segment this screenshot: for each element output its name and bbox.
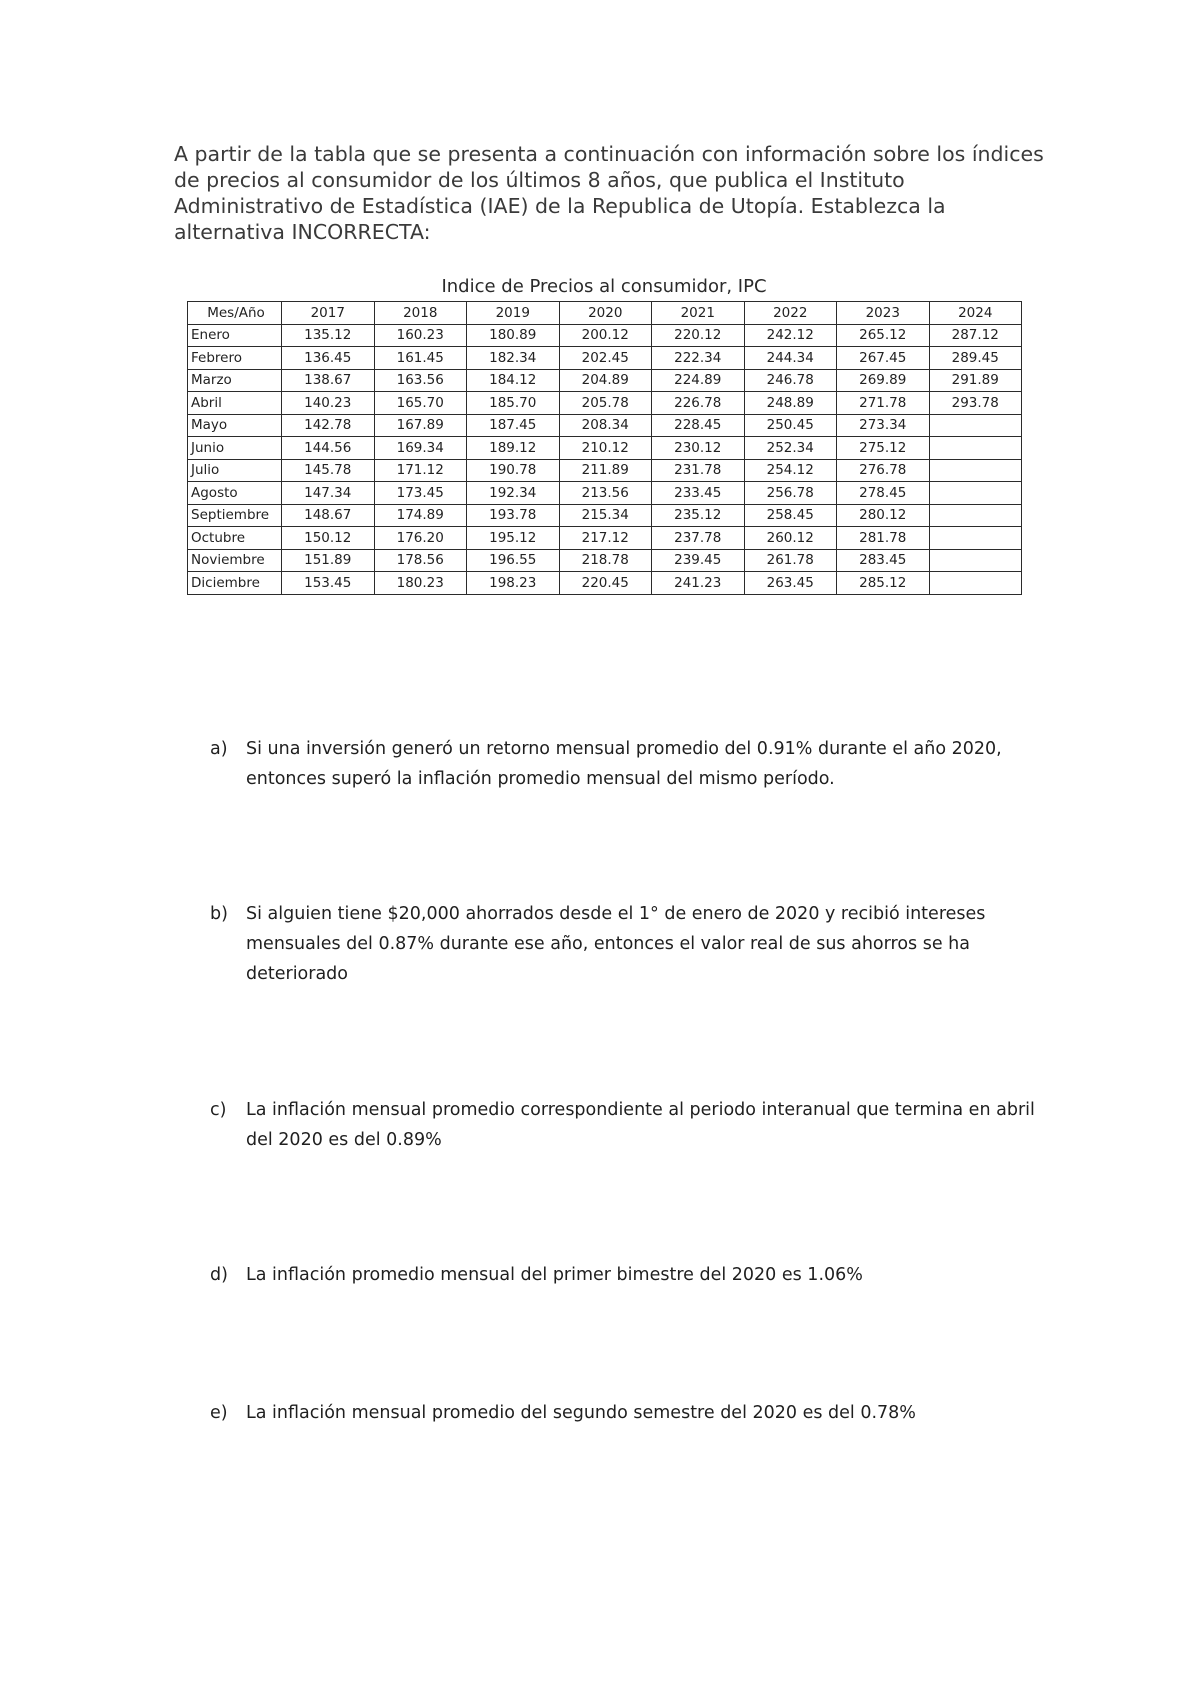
ipc-value-cell: 210.12 (559, 437, 652, 460)
header-cell-2019: 2019 (467, 302, 560, 325)
ipc-value-cell: 220.45 (559, 572, 652, 595)
option-c-text: La inflación mensual promedio correspondiente al periodo interanual que termina en abril del 2020 es del 0.89% (246, 1100, 1035, 1150)
option-c-letter: c) (210, 1100, 227, 1120)
table-row (188, 347, 1022, 370)
ipc-value-cell: 267.45 (837, 347, 930, 370)
ipc-value-cell: 263.45 (744, 572, 837, 595)
ipc-value-cell: 193.78 (467, 504, 560, 527)
ipc-value-cell: 145.78 (282, 459, 375, 482)
option-d-letter: d) (210, 1265, 228, 1285)
ipc-value-cell: 135.12 (282, 324, 375, 347)
month-cell: Octubre (188, 527, 282, 550)
ipc-value-cell: 178.56 (374, 549, 467, 572)
ipc-value-cell: 160.23 (374, 324, 467, 347)
ipc-value-cell: 250.45 (744, 414, 837, 437)
ipc-value-cell: 187.45 (467, 414, 560, 437)
table-header-row (188, 302, 1022, 325)
table-row (188, 437, 1022, 460)
ipc-value-cell: 144.56 (282, 437, 375, 460)
header-cell-2020: 2020 (559, 302, 652, 325)
ipc-value-cell: 153.45 (282, 572, 375, 595)
ipc-value-cell: 169.34 (374, 437, 467, 460)
ipc-value-cell: 184.12 (467, 369, 560, 392)
ipc-value-cell: 224.89 (652, 369, 745, 392)
option-c[interactable] (210, 1095, 1040, 1155)
ipc-value-cell: 202.45 (559, 347, 652, 370)
ipc-value-cell: 269.89 (837, 369, 930, 392)
ipc-value-cell: 260.12 (744, 527, 837, 550)
ipc-value-cell: 244.34 (744, 347, 837, 370)
ipc-value-cell: 285.12 (837, 572, 930, 595)
ipc-value-cell: 287.12 (929, 324, 1022, 347)
table-row (188, 527, 1022, 550)
option-e[interactable] (210, 1398, 1040, 1428)
month-cell: Junio (188, 437, 282, 460)
ipc-value-cell: 213.56 (559, 482, 652, 505)
ipc-value-cell: 185.70 (467, 392, 560, 415)
ipc-value-cell: 241.23 (652, 572, 745, 595)
month-cell: Julio (188, 459, 282, 482)
ipc-value-cell: 190.78 (467, 459, 560, 482)
ipc-value-cell: 254.12 (744, 459, 837, 482)
ipc-value-cell: 233.45 (652, 482, 745, 505)
ipc-value-cell: 208.34 (559, 414, 652, 437)
ipc-value-cell: 205.78 (559, 392, 652, 415)
ipc-value-cell: 217.12 (559, 527, 652, 550)
ipc-value-cell: 142.78 (282, 414, 375, 437)
option-d[interactable] (210, 1260, 1040, 1290)
table-title: Indice de Precios al consumidor, IPC (441, 276, 767, 297)
ipc-value-cell: 196.55 (467, 549, 560, 572)
ipc-value-cell: 215.34 (559, 504, 652, 527)
ipc-value-cell: 281.78 (837, 527, 930, 550)
option-a-letter: a) (210, 739, 228, 759)
ipc-value-cell: 200.12 (559, 324, 652, 347)
table-row (188, 459, 1022, 482)
ipc-value-cell: 180.89 (467, 324, 560, 347)
ipc-value-cell: 192.34 (467, 482, 560, 505)
table-row (188, 572, 1022, 595)
ipc-value-cell: 198.23 (467, 572, 560, 595)
header-cell-2017: 2017 (282, 302, 375, 325)
header-cell-2018: 2018 (374, 302, 467, 325)
ipc-value-cell: 280.12 (837, 504, 930, 527)
ipc-value-cell: 195.12 (467, 527, 560, 550)
ipc-value-cell: 165.70 (374, 392, 467, 415)
header-cell-month-year: Mes/Año (188, 302, 282, 325)
ipc-value-cell: 231.78 (652, 459, 745, 482)
table-row (188, 549, 1022, 572)
ipc-value-cell: 220.12 (652, 324, 745, 347)
ipc-value-cell: 173.45 (374, 482, 467, 505)
ipc-value-cell: 171.12 (374, 459, 467, 482)
table-body (188, 324, 1022, 594)
ipc-value-cell: 273.34 (837, 414, 930, 437)
ipc-value-cell: 218.78 (559, 549, 652, 572)
option-b-letter: b) (210, 904, 228, 924)
ipc-value-cell: 239.45 (652, 549, 745, 572)
ipc-value-cell: 148.67 (282, 504, 375, 527)
ipc-value-cell: 228.45 (652, 414, 745, 437)
ipc-value-cell: 235.12 (652, 504, 745, 527)
ipc-value-cell (929, 482, 1022, 505)
ipc-value-cell: 151.89 (282, 549, 375, 572)
month-cell: Enero (188, 324, 282, 347)
ipc-value-cell: 256.78 (744, 482, 837, 505)
ipc-value-cell: 138.67 (282, 369, 375, 392)
ipc-value-cell: 237.78 (652, 527, 745, 550)
ipc-value-cell: 204.89 (559, 369, 652, 392)
ipc-value-cell: 261.78 (744, 549, 837, 572)
ipc-value-cell: 161.45 (374, 347, 467, 370)
ipc-value-cell: 258.45 (744, 504, 837, 527)
option-b-text: Si alguien tiene $20,000 ahorrados desde el 1° de enero de 2020 y recibió intereses mensuales del 0.87% durante ese año, entonces el valor real de sus ahorros se ha deteriorado (246, 904, 986, 984)
option-e-text: La inflación mensual promedio del segundo semestre del 2020 es del 0.78% (246, 1403, 916, 1423)
table-row (188, 504, 1022, 527)
ipc-value-cell: 182.34 (467, 347, 560, 370)
table-row (188, 392, 1022, 415)
ipc-value-cell: 140.23 (282, 392, 375, 415)
ipc-value-cell (929, 504, 1022, 527)
ipc-value-cell: 163.56 (374, 369, 467, 392)
ipc-value-cell: 278.45 (837, 482, 930, 505)
ipc-value-cell: 275.12 (837, 437, 930, 460)
option-e-letter: e) (210, 1403, 228, 1423)
ipc-value-cell: 174.89 (374, 504, 467, 527)
ipc-value-cell (929, 414, 1022, 437)
ipc-value-cell: 147.34 (282, 482, 375, 505)
option-a[interactable] (210, 734, 1040, 794)
ipc-value-cell: 265.12 (837, 324, 930, 347)
header-cell-2022: 2022 (744, 302, 837, 325)
ipc-value-cell (929, 459, 1022, 482)
month-cell: Mayo (188, 414, 282, 437)
ipc-value-cell: 293.78 (929, 392, 1022, 415)
header-cell-2024: 2024 (929, 302, 1022, 325)
ipc-value-cell (929, 527, 1022, 550)
month-cell: Agosto (188, 482, 282, 505)
ipc-value-cell (929, 572, 1022, 595)
ipc-value-cell: 226.78 (652, 392, 745, 415)
ipc-value-cell: 176.20 (374, 527, 467, 550)
header-cell-2021: 2021 (652, 302, 745, 325)
ipc-value-cell: 291.89 (929, 369, 1022, 392)
option-a-text: Si una inversión generó un retorno mensual promedio del 0.91% durante el año 2020, entonces superó la inflación promedio mensual del mismo período. (246, 739, 1002, 789)
month-cell: Marzo (188, 369, 282, 392)
ipc-value-cell: 248.89 (744, 392, 837, 415)
table-row (188, 482, 1022, 505)
ipc-value-cell: 222.34 (652, 347, 745, 370)
ipc-value-cell (929, 437, 1022, 460)
table-row (188, 369, 1022, 392)
ipc-value-cell: 283.45 (837, 549, 930, 572)
ipc-value-cell: 246.78 (744, 369, 837, 392)
ipc-value-cell: 136.45 (282, 347, 375, 370)
ipc-value-cell: 180.23 (374, 572, 467, 595)
ipc-value-cell: 252.34 (744, 437, 837, 460)
header-cell-2023: 2023 (837, 302, 930, 325)
ipc-value-cell: 189.12 (467, 437, 560, 460)
ipc-value-cell: 289.45 (929, 347, 1022, 370)
month-cell: Abril (188, 392, 282, 415)
month-cell: Noviembre (188, 549, 282, 572)
ipc-value-cell: 150.12 (282, 527, 375, 550)
month-cell: Febrero (188, 347, 282, 370)
table-row (188, 414, 1022, 437)
ipc-value-cell: 276.78 (837, 459, 930, 482)
month-cell: Diciembre (188, 572, 282, 595)
ipc-value-cell: 211.89 (559, 459, 652, 482)
ipc-value-cell: 242.12 (744, 324, 837, 347)
option-b[interactable] (210, 899, 1040, 989)
ipc-value-cell: 271.78 (837, 392, 930, 415)
question-intro: A partir de la tabla que se presenta a continuación con información sobre los índices de precios al consumidor de los últimos 8 años, que publica el Instituto Administrativo de Estadística (IAE) de la Republica de Utopía. Establezca la alternativa INCORRECTA: (174, 142, 1044, 244)
table-row (188, 324, 1022, 347)
option-d-text: La inflación promedio mensual del primer bimestre del 2020 es 1.06% (246, 1265, 863, 1285)
ipc-table (187, 301, 1022, 595)
ipc-value-cell (929, 549, 1022, 572)
month-cell: Septiembre (188, 504, 282, 527)
ipc-value-cell: 167.89 (374, 414, 467, 437)
ipc-value-cell: 230.12 (652, 437, 745, 460)
